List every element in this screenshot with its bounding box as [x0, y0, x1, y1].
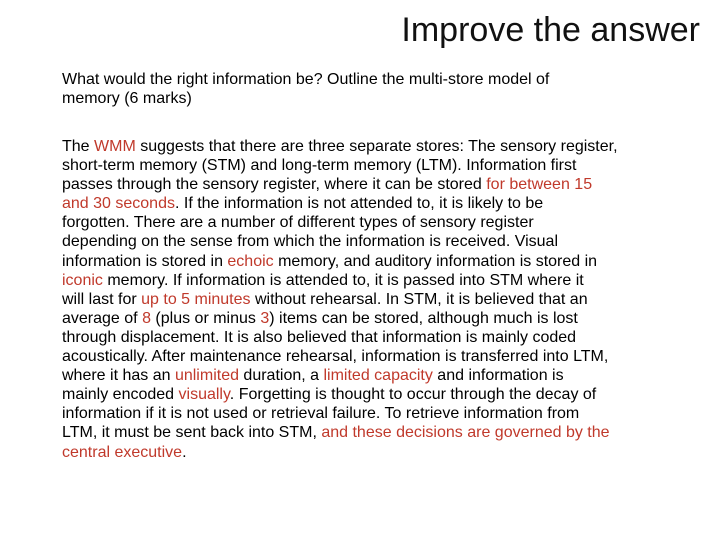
- answer-text-segment: LTM, it must be sent back into STM,: [62, 424, 322, 442]
- highlighted-text: central executive: [62, 443, 183, 461]
- answer-text: [62, 137, 702, 462]
- question-line: memory (6 marks): [62, 90, 192, 107]
- answer-text-segment: depending on the sense from which the information is received. Visual: [62, 233, 558, 251]
- answer-text-segment: ) items can be stored, although much is lost: [269, 309, 578, 327]
- question-text: [62, 70, 662, 108]
- answer-text-segment: duration, a: [238, 367, 324, 385]
- answer-text-segment: through displacement. It is also believed that information is mainly coded: [62, 328, 577, 346]
- highlighted-text: limited capacity: [323, 367, 433, 385]
- answer-text-segment: short-term memory (STM) and long-term memory (LTM). Information first: [62, 157, 577, 175]
- answer-text-segment: information is stored in: [62, 252, 228, 270]
- answer-line: [62, 366, 702, 385]
- answer-line: [62, 252, 702, 271]
- answer-text-segment: forgotten. There are a number of different types of sensory register: [62, 214, 534, 232]
- answer-line: [62, 443, 702, 462]
- answer-line: [62, 156, 702, 175]
- answer-text-segment: acoustically. After maintenance rehearsal, information is transferred into LTM,: [62, 348, 609, 366]
- answer-text-segment: information if it is not used or retrieval failure. To retrieve information from: [62, 405, 580, 423]
- answer-text-segment: without rehearsal. In STM, it is believed that an: [250, 290, 588, 308]
- highlighted-text: and these decisions are governed by the: [321, 424, 610, 442]
- answer-text-segment: mainly encoded: [62, 386, 179, 404]
- highlighted-text: 3: [260, 309, 270, 327]
- answer-text-segment: memory. If information is attended to, it is passed into STM where it: [102, 271, 584, 289]
- answer-text-segment: . Forgetting is thought to occur through the decay of: [229, 386, 597, 404]
- answer-text-segment: suggests that there are three separate stores: The sensory register,: [135, 138, 618, 155]
- answer-text-segment: where it has an: [62, 367, 175, 385]
- highlighted-text: echoic: [227, 252, 274, 270]
- answer-text-segment: memory, and auditory information is stored in: [273, 252, 598, 270]
- highlighted-text: unlimited: [174, 367, 239, 385]
- highlighted-text: up to 5 minutes: [141, 290, 251, 308]
- answer-text-segment: passes through the sensory register, where it can be stored: [62, 176, 487, 194]
- answer-line: [62, 423, 702, 442]
- answer-line: [62, 232, 702, 251]
- highlighted-text: iconic: [62, 271, 103, 289]
- answer-line: [62, 385, 702, 404]
- answer-text-segment: (plus or minus: [150, 309, 261, 327]
- answer-line: [62, 290, 702, 309]
- answer-line: [62, 175, 702, 194]
- answer-line: [62, 404, 702, 423]
- slide-title: Improve the answer: [401, 11, 700, 49]
- highlighted-text: for between 15: [486, 176, 593, 194]
- answer-text-segment: . If the information is not attended to, it is likely to be: [174, 195, 544, 213]
- highlighted-text: 8: [142, 309, 151, 327]
- answer-line: [62, 213, 702, 232]
- answer-line: [62, 328, 702, 347]
- question-line: What would the right information be? Outline the multi-store model of: [62, 71, 550, 88]
- answer-text-segment: and information is: [432, 367, 564, 385]
- answer-line: [62, 271, 702, 290]
- answer-text-segment: .: [182, 443, 187, 461]
- answer-line: [62, 137, 702, 156]
- answer-text-segment: average of: [62, 309, 143, 327]
- answer-line: [62, 309, 702, 328]
- answer-line: [62, 347, 702, 366]
- answer-text-segment: will last for: [62, 290, 142, 308]
- highlighted-text: and 30 seconds: [62, 195, 175, 213]
- highlighted-text: WMM: [94, 138, 136, 155]
- highlighted-text: visually: [178, 386, 230, 404]
- answer-text-segment: The: [62, 138, 95, 155]
- answer-line: [62, 194, 702, 213]
